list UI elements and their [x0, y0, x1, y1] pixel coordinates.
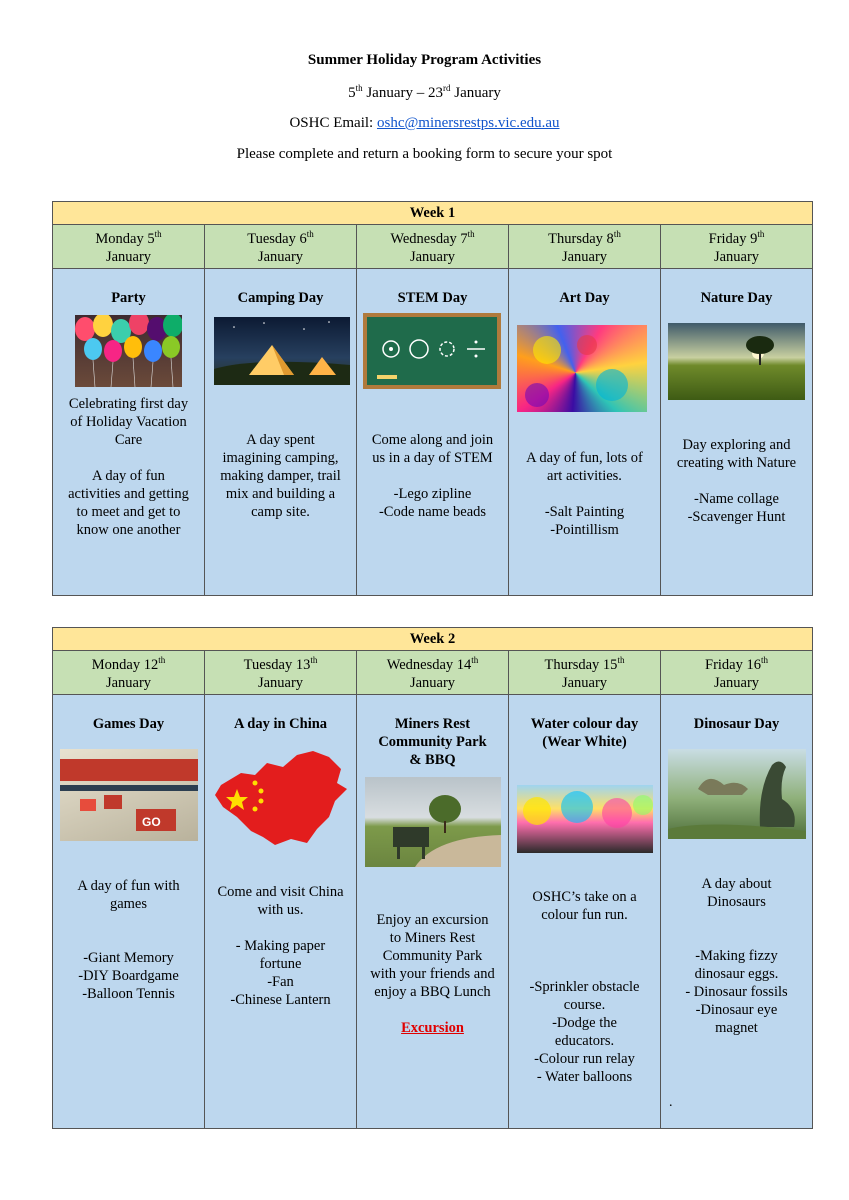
activity-title: A day in China — [233, 716, 328, 732]
day-name: Monday 12 — [91, 656, 159, 673]
date-mid: January – 23 — [362, 85, 443, 101]
date-range — [0, 83, 849, 102]
day-cell — [509, 695, 661, 1129]
day-header — [661, 225, 813, 269]
booking-note: Please complete and return a booking form to secure your spot — [236, 146, 613, 162]
day-cell — [509, 269, 661, 596]
day-sup: th — [467, 229, 475, 239]
day-month: January — [257, 674, 304, 691]
day-header — [205, 651, 357, 695]
day-month: January — [713, 674, 760, 691]
svg-text:GO: GO — [142, 815, 161, 829]
dinosaur-icon — [668, 749, 806, 839]
paint-splash-icon — [517, 325, 647, 412]
day-month: January — [561, 248, 608, 265]
art-paint-image — [517, 325, 647, 412]
stem-chalkboard-image — [363, 313, 501, 389]
day-month: January — [257, 248, 304, 265]
week-1-table — [52, 201, 813, 596]
week-2-table — [52, 627, 813, 1129]
activity-description: Day exploring and creating with Nature -Name collage -Scavenger Hunt — [676, 437, 797, 525]
date-end-sup: rd — [443, 83, 451, 93]
activity-description: Enjoy an excursion to Miners Rest Community Park with your friends and enjoy a BBQ Lunch Excursion — [361, 911, 504, 1037]
activity-description: A day of fun with games -Giant Memory -DIY Boardgame -Balloon Tennis — [77, 878, 180, 1002]
email-link[interactable]: oshc@minersrestps.vic.edu.au — [376, 115, 560, 131]
email-line — [0, 115, 849, 132]
email-label: OSHC Email: — [289, 115, 377, 131]
dinosaur-image — [668, 749, 806, 839]
day-header — [357, 651, 509, 695]
activity-title: Nature Day — [700, 290, 773, 306]
day-sup: th — [158, 655, 166, 665]
day-month: January — [409, 674, 456, 691]
day-sup: th — [613, 229, 621, 239]
day-cell — [661, 695, 813, 1129]
park-sign-icon — [365, 777, 501, 867]
day-sup: th — [617, 655, 625, 665]
day-sup: th — [471, 655, 479, 665]
activity-title: Water colour day (Wear White) — [530, 716, 639, 750]
day-sup: th — [306, 229, 314, 239]
day-header — [661, 651, 813, 695]
activity-title: Dinosaur Day — [693, 716, 780, 732]
community-park-image — [365, 777, 501, 867]
china-map-image — [211, 745, 351, 849]
tree-icon — [668, 323, 805, 400]
camping-tent-image — [214, 317, 350, 385]
day-name: Tuesday 13 — [243, 656, 311, 673]
day-name: Wednesday 14 — [386, 656, 472, 673]
party-balloons-image — [75, 315, 182, 387]
day-header — [509, 225, 661, 269]
day-name: Monday 5 — [95, 230, 155, 247]
day-name: Friday 9 — [708, 230, 758, 247]
china-flag-map-icon — [211, 745, 351, 849]
activity-description: A day about Dinosaurs -Making fizzy dinosaur eggs. - Dinosaur fossils -Dinosaur eye magnet — [685, 876, 788, 1036]
day-name: Tuesday 6 — [247, 230, 307, 247]
activity-title: Miners Rest Community Park & BBQ — [378, 716, 487, 768]
day-name: Wednesday 7 — [390, 230, 468, 247]
day-name: Friday 16 — [705, 656, 761, 673]
day-month: January — [561, 674, 608, 691]
day-header — [205, 225, 357, 269]
activity-description: A day of fun, lots of art activities. -Salt Painting -Pointillism — [526, 450, 643, 538]
day-header — [53, 651, 205, 695]
balloons-icon — [75, 315, 182, 387]
excursion-link[interactable]: Excursion — [401, 1020, 464, 1036]
day-header — [357, 225, 509, 269]
day-header — [509, 651, 661, 695]
day-cell — [661, 269, 813, 596]
chalkboard-icon — [367, 317, 497, 385]
day-name: Thursday 8 — [548, 230, 614, 247]
activity-title: Art Day — [559, 290, 610, 306]
activity-title: Games Day — [92, 716, 165, 732]
activity-description: Come and visit China with us. - Making paper fortune -Fan -Chinese Lantern — [217, 884, 344, 1008]
nature-tree-image — [668, 323, 805, 400]
colour-powder-icon — [517, 785, 653, 853]
day-cell — [205, 269, 357, 596]
colour-run-image — [517, 785, 653, 853]
day-cell — [205, 695, 357, 1129]
week-1-title: Week 1 — [53, 202, 813, 225]
activity-description: Come along and join us in a day of STEM -Lego zipline -Code name beads — [371, 432, 494, 520]
day-sup: th — [760, 655, 768, 665]
day-cell — [53, 695, 205, 1129]
day-sup: th — [310, 655, 318, 665]
date-end-rest: January — [450, 85, 501, 101]
day-sup: th — [757, 229, 765, 239]
day-cell — [53, 269, 205, 596]
activity-title: Camping Day — [237, 290, 324, 306]
day-month: January — [105, 674, 152, 691]
activity-title: Party — [111, 290, 146, 306]
tent-icon — [214, 317, 350, 385]
day-sup: th — [154, 229, 162, 239]
page-title: Summer Holiday Program Activities — [307, 52, 542, 68]
day-name: Thursday 15 — [544, 656, 618, 673]
date-start-num: 5 — [348, 85, 356, 101]
day-month: January — [409, 248, 456, 265]
day-month: January — [713, 248, 760, 265]
boardgame-icon — [60, 749, 198, 841]
activity-description: Celebrating first day of Holiday Vacation Care A day of fun activities and getting to meet and get to know one another — [68, 396, 189, 538]
activity-description: OSHC’s take on a colour fun run. -Sprinkler obstacle course. -Dodge the educators. -Colour run relay - Water balloons — [529, 889, 640, 1085]
activity-description: A day spent imagining camping, making damper, trail mix and building a camp site. — [220, 432, 341, 520]
games-board-image — [60, 749, 198, 841]
day-header — [53, 225, 205, 269]
day-month: January — [105, 248, 152, 265]
day-cell — [357, 695, 509, 1129]
week-2-title: Week 2 — [53, 628, 813, 651]
date-start-sup: th — [355, 83, 363, 93]
activity-title: STEM Day — [397, 290, 468, 306]
day-cell — [357, 269, 509, 596]
trailing-dot: . — [669, 1095, 673, 1110]
